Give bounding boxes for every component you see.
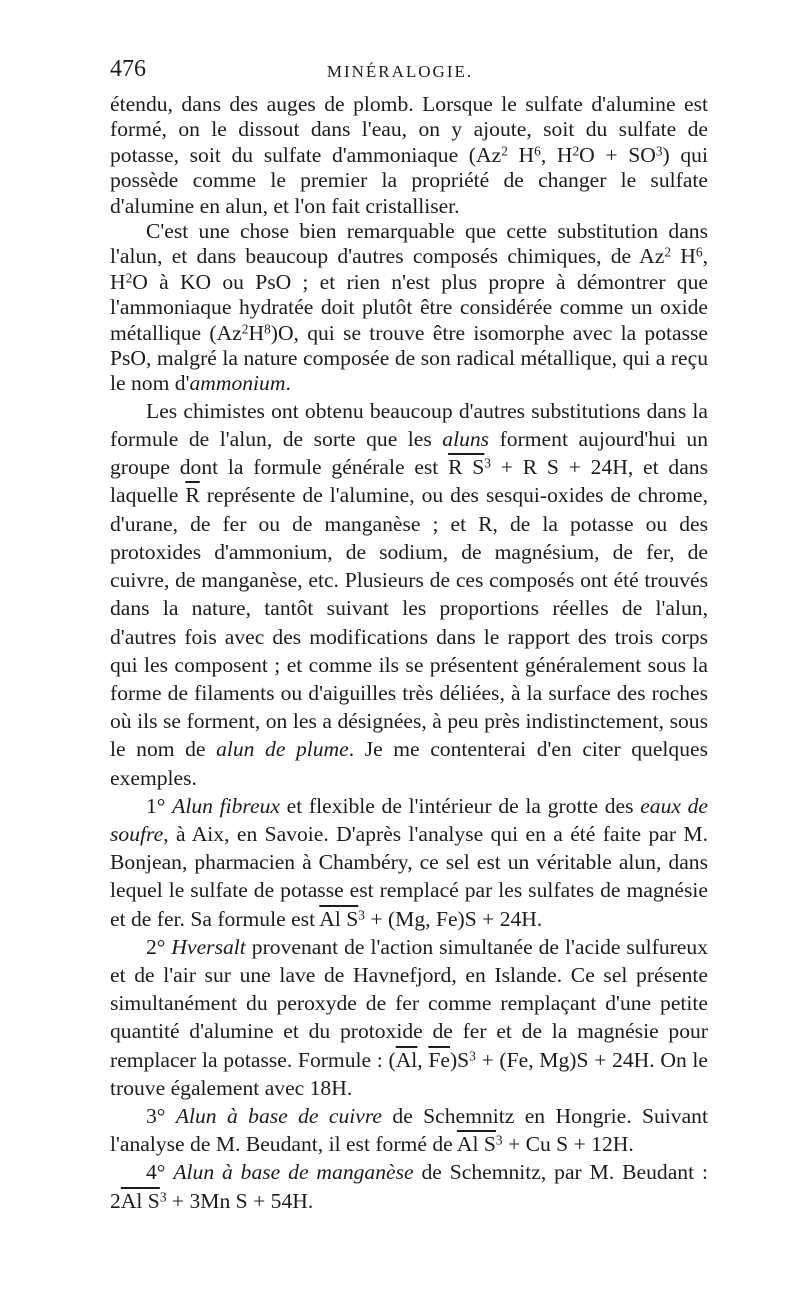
italic-term: aluns [442,427,490,452]
italic-term: Alun à base de cuivre [175,1103,383,1128]
text: , H [540,142,573,167]
text: , à Aix, en Savoie. D'après l'analyse qui en a été faite par M. Bonjean, pharmacien à Chambéry, ce sel est un véritable alun, dans lequel le sulfate de potasse est remplacé par les sulfates de magnésie et de fer. Sa formule est [110,821,708,931]
formula-symbol: S [142,1188,160,1213]
superscript: 2 [241,320,249,336]
text: . [536,906,543,931]
formula-text: + (Fe, Mg)S + 24H [475,1047,650,1072]
text: représente de l'alumine, ou des sesqui-oxides de chrome, d'urane, de fer ou de manganèse ; et R, de la potasse ou des protoxides d'ammonium, de sodium, de magnésium, de fer, de cuivre, de manganèse, etc. Plusieurs de ces composés ont été trouvés dans la nature, tantôt suivant les proportions réelles de l'alun, d'autres fois avec des modifications dans le rapport des trois corps qui les composent ; et comme ils se présentent généralement sous la forme de filaments ou d'aiguilles très déliées, à la surface des roches où ils se forment, on les a désignées, à peu près indistinctement, sous le nom de [110,483,708,762]
formula-symbol: S [462,455,485,480]
superscript: 2 [501,143,508,159]
italic-term: Alun fibreux [172,793,280,818]
formula-text: + R S + 24H [490,455,628,480]
paragraph-1 [110,92,708,219]
paragraph-4 [110,792,708,933]
item-number: 3° [146,1103,176,1128]
formula-symbol: $\overline{Al}$ [120,1188,143,1213]
text: de Schemnitz en Hongrie. Suivant l'analyse de M. Beudant, il est formé de [110,1103,708,1157]
paragraph-3 [110,397,708,792]
text: provenant de l'action simultanée de l'acide sulfureux et de l'air sur une lave de Havnefjord, en Islande. Ce sel présente simultanément du peroxyde de fer comme remplaçant d'une petite quantité d'alumine et du protoxide de fer et de la magnésie pour remplacer la potasse. Formule : [110,934,708,1072]
paragraph-2 [110,219,708,397]
superscript: 8 [264,320,271,336]
text: . [307,1188,314,1213]
text: . [285,371,291,396]
text: . [628,1132,634,1157]
formula-symbol: S [478,1132,496,1157]
formula-text: + (Mg, Fe)S + 24H [364,906,537,931]
italic-term: Hversalt [171,934,246,959]
superscript: 2 [572,143,580,159]
formula-text: + Cu S + 12H [502,1132,629,1157]
text: )O, qui se trouve être isomorphe avec la potasse PsO, malgré la nature composée de son radical métallique, qui a reçu le nom d' [110,320,708,396]
text: étendu, dans des auges de plomb. Lorsque le sulfate d'alumine est formé, on le dissout dans l'eau, on y ajoute, soit du sulfate de potasse, soit du sulfate d'ammoniaque (Az [110,92,708,167]
text: , et dans laquelle [110,455,708,508]
formula-symbol: $\overline{Al}$ [395,1047,418,1072]
formula-text: + 3Mn S + 54H [166,1188,308,1213]
paragraph-7 [110,1158,708,1214]
item-number: 4° [146,1160,174,1185]
text: de Schemnitz, par M. Beudant : 2 [110,1160,708,1213]
superscript: 3 [159,1188,167,1204]
text: H [671,244,696,269]
superscript: 2 [125,270,133,286]
superscript: 3 [469,1047,476,1063]
superscript: 6 [695,244,703,260]
formula-text: ( [388,1047,396,1072]
formula-symbol: S [340,906,359,931]
text: ) qui possède comme le premier la propriété de changer le sulfate d'alumine en alun, et l'on fait cristalliser. [110,142,708,218]
text: . [346,1075,353,1100]
superscript: 6 [534,143,541,159]
superscript: 3 [358,906,365,922]
formula-symbol: $\overline{Al}$ [319,906,341,931]
formula-text: )S [449,1047,470,1072]
text: . On le trouve également avec 18H [110,1047,709,1100]
text: O à KO ou PsO ; et rien n'est plus propre à démontrer que l'ammoniaque hydratée doit plutôt être considérée comme un oxide métallique (Az [110,269,708,345]
text: H [507,142,535,167]
text: O + SO [579,142,656,167]
superscript: 3 [484,455,491,471]
item-number: 1° [146,793,173,818]
item-number: 2° [146,934,172,959]
paragraph-6 [110,1102,708,1158]
italic-term: Alun à base de manganèse [173,1160,414,1185]
running-title: MINÉRALOGIE. [326,62,474,81]
formula-text: , [417,1047,429,1072]
superscript: 2 [664,244,672,260]
superscript: 3 [655,143,663,159]
text: , H [110,244,708,294]
text: C'est une chose bien remarquable que cette substitution dans l'alun, et dans beaucoup d'autres composés chimiques, de Az [110,219,708,269]
page-header [0,56,800,86]
text: forment aujourd'hui un groupe dont la formule générale est [110,427,708,480]
formula-symbol: $\overline{Fe}$ [428,1047,450,1072]
page-number: 476 [110,56,146,82]
italic-term: eaux de soufre [110,793,709,846]
superscript: 3 [495,1132,503,1148]
paragraph-5 [110,933,708,1102]
formula-symbol: $\overline{R}$ [185,483,200,508]
formula-symbol: $\overline{R}$ [448,455,463,480]
italic-term: ammonium [189,371,286,396]
text: et flexible de l'intérieur de la grotte des [279,793,641,818]
page-body [110,92,708,1215]
formula-symbol: $\overline{Al}$ [456,1132,479,1157]
text: H [248,320,265,345]
text: Les chimistes ont obtenu beaucoup d'autres substitutions dans la formule de l'alun, de sorte que les [110,398,708,452]
text: . Je me contenterai d'en citer quelques exemples. [110,737,709,790]
italic-term: alun de plume [216,737,349,762]
